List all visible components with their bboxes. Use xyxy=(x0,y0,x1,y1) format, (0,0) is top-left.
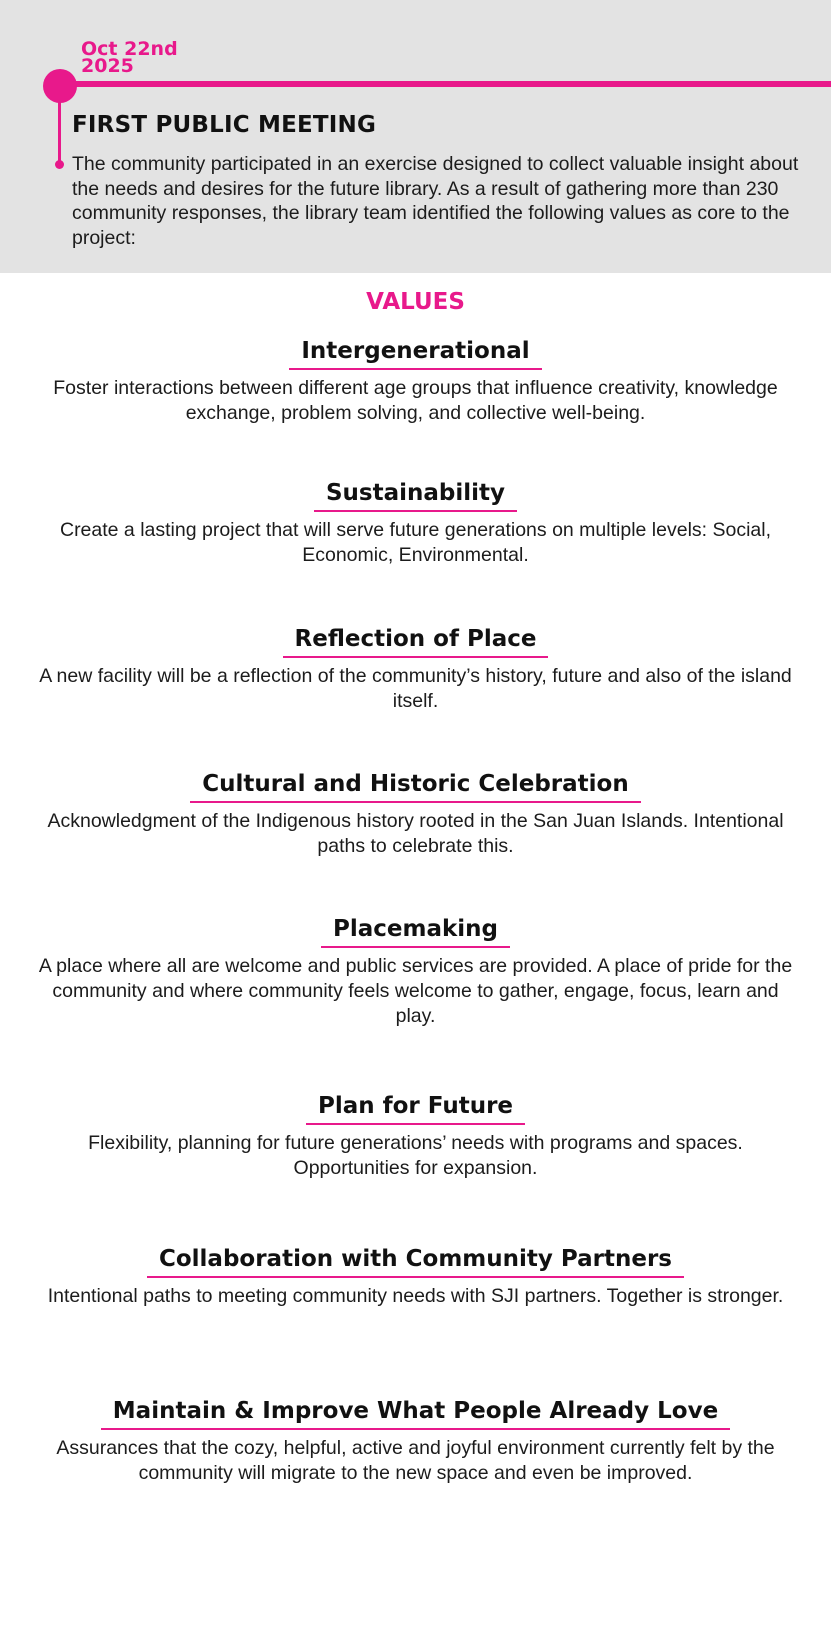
value-title: Collaboration with Community Partners xyxy=(147,1245,684,1278)
value-description: A place where all are welcome and public services are provided. A place of pride for the community and where community feels welcome to gather, engage, focus, learn and play. xyxy=(38,955,793,1027)
timeline-bullet xyxy=(55,160,64,169)
value-description: A new facility will be a reflection of the community’s history, future and also of the island itself. xyxy=(39,665,792,712)
value-description: Intentional paths to meeting community needs with SJI partners. Together is stronger. xyxy=(47,1285,784,1307)
date-year: 2025 xyxy=(81,55,134,77)
value-cultural-historic xyxy=(30,770,801,859)
timeline-date xyxy=(81,38,178,77)
value-plan-for-future xyxy=(30,1092,801,1181)
value-title: Sustainability xyxy=(314,479,517,512)
timeline-stem xyxy=(58,100,61,164)
value-title: Reflection of Place xyxy=(283,625,549,658)
timeline-marker xyxy=(43,69,77,103)
value-description: Foster interactions between different age groups that influence creativity, knowledge exchange, problem solving, and collective well-being. xyxy=(53,377,778,424)
header-band xyxy=(0,0,831,273)
value-description: Flexibility, planning for future generations’ needs with programs and spaces. Opportunities for expansion. xyxy=(88,1132,743,1179)
value-title: Placemaking xyxy=(321,915,510,948)
meeting-description: The community participated in an exercise designed to collect valuable insight about the needs and desires for the future library. As a result of gathering more than 230 community responses, the library team identified the following values as core to the project: xyxy=(72,153,799,249)
value-description: Acknowledgment of the Indigenous history rooted in the San Juan Islands. Intentional paths to celebrate this. xyxy=(47,810,784,857)
value-placemaking xyxy=(30,915,801,1029)
value-title: Cultural and Historic Celebration xyxy=(190,770,640,803)
timeline-line xyxy=(60,81,831,87)
meeting-title: FIRST PUBLIC MEETING xyxy=(72,112,377,138)
value-sustainability xyxy=(30,479,801,568)
value-title: Maintain & Improve What People Already Love xyxy=(101,1397,730,1430)
value-reflection-of-place xyxy=(30,625,801,714)
values-heading: VALUES xyxy=(366,289,465,315)
value-intergenerational xyxy=(30,337,801,426)
value-title: Intergenerational xyxy=(289,337,541,370)
value-title: Plan for Future xyxy=(306,1092,525,1125)
value-description: Assurances that the cozy, helpful, active and joyful environment currently felt by the community will migrate to the new space and even be improved. xyxy=(56,1437,775,1484)
value-maintain-improve xyxy=(30,1397,801,1486)
date-day: Oct 22nd xyxy=(81,38,178,60)
value-collaboration xyxy=(30,1245,801,1309)
value-description: Create a lasting project that will serve future generations on multiple levels: Social, Economic, Environmental. xyxy=(59,519,772,566)
